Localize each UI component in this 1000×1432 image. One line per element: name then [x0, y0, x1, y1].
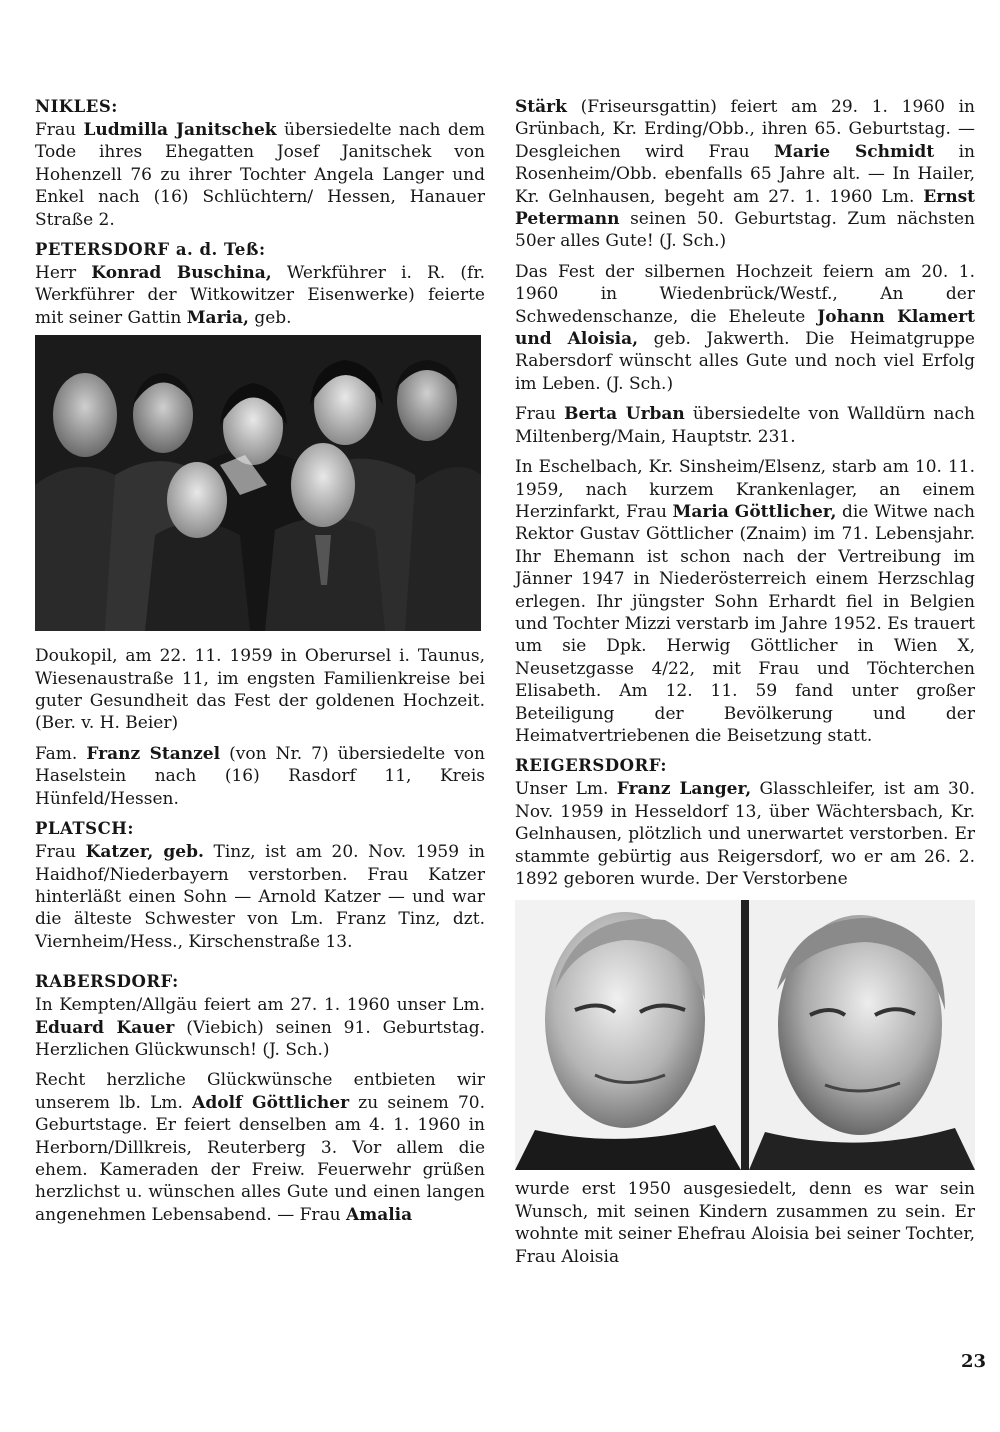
right-paragraph-3: Frau Berta Urban übersiedelte von Walldürn nach Miltenberg/Main, Hauptstr. 231.	[515, 404, 975, 447]
name-staerk: Stärk	[515, 97, 567, 117]
portrait-photos	[515, 900, 975, 1170]
name-franz-stanzel: Franz Stanzel	[86, 743, 221, 764]
page-number: 23	[960, 1351, 986, 1372]
reigersdorf-paragraph-1: Unser Lm. Franz Langer, Glasschleifer, ist am 30. Nov. 1959 in Hesseldorf 13, über Wächtersbach, Kr. Gelnhausen, plötzlich und unerwartet verstorben. Er stammte gebürtig aus Reigersdorf, wo er am 26. 2. 1892 geboren wurde. Der Verstorbene	[515, 779, 976, 889]
name-eduard-kauer: Eduard Kauer	[35, 1017, 175, 1038]
name-ernst-petermann: Ernst Petermann	[515, 186, 975, 230]
name-katzer: Katzer, geb.	[85, 842, 204, 863]
family-group-photo	[35, 335, 481, 631]
nikles-paragraph: Frau Ludmilla Janitschek übersiedelte nach dem Tode ihres Ehegatten Josef Janitschek von Hohenzell 76 zu ihrer Tochter Angela Langer und Enkel nach (16) Schlüchtern/ Hessen, Hanauer Straße 2.	[35, 120, 485, 230]
name-ludmilla-janitschek: Ludmilla Janitschek	[83, 120, 277, 140]
name-franz-langer: Franz Langer,	[616, 779, 752, 800]
right-paragraph-4: In Eschelbach, Kr. Sinsheim/Elsenz, starb am 10. 11. 1959, nach kurzem Krankenlager, an einem Herzinfarkt, Frau Maria Göttlicher, die Witwe nach Rektor Gustav Göttlicher (Znaim) im 71. Lebensjahr. Ihr Ehemann ist schon nach der Vertreibung im Jänner 1947 in Niederösterreich einem Herzschlag erlegen. Ihr jüngster Sohn Erhardt fiel in Belgien und Tochter Mizzi verstarb im Jahre 1952. Es trauert um sie Dpk. Herwig Göttlicher in Wien X, Neusetzgasse 4/22, mit Frau und Töchterchen Elisabeth. Am 12. 11. 59 fand unter großer Beteiligung der Bevölkerung und der Heimatvertriebenen die Beisetzung statt.	[515, 457, 976, 746]
left-column	[35, 96, 485, 1234]
heading-rabersdorf: RABERSDORF:	[35, 972, 179, 992]
rabersdorf-paragraph-1: In Kempten/Allgäu feiert am 27. 1. 1960 unser Lm. Eduard Kauer (Viebich) seinen 91. Geburtstag. Herzlichen Glückwunsch! (J. Sch.)	[35, 995, 485, 1060]
right-paragraph-1: Stärk (Friseursgattin) feiert am 29. 1. 1960 in Grünbach, Kr. Erding/Obb., ihren 65. Geburtstag. — Desgleichen wird Frau Marie Schmidt in Rosenheim/Obb. ebenfalls 65 Jahre alt. — In Hailer, Kr. Gelnhausen, begeht am 27. 1. 1960 Lm. Ernst Petermann seinen 50. Geburtstag. Zum nächsten 50er alles Gute! (J. Sch.)	[515, 97, 975, 252]
rabersdorf-paragraph-2: Recht herzliche Glückwünsche entbieten wir unserem lb. Lm. Adolf Göttlicher zu seinem 70. Geburtstage. Er feiert denselben am 4. 1. 1960 in Herborn/Dillkreis, Reuterberg 3. Vor allem die ehem. Kameraden der Freiw. Feuerwehr grüßen herzlichst u. wünschen alles Gute und einen langen angenehmen Lebensabend. — Frau Amalia	[35, 1070, 485, 1225]
name-adolf-goettlicher: Adolf Göttlicher	[192, 1092, 350, 1113]
heading-nikles: NIKLES:	[35, 97, 118, 116]
heading-reigersdorf: REIGERSDORF:	[515, 756, 667, 776]
heading-petersdorf: PETERSDORF a. d. Teß:	[35, 240, 266, 260]
petersdorf-paragraph-3: Fam. Franz Stanzel (von Nr. 7) übersiedelte von Haselstein nach (16) Rasdorf 11, Kreis Hünfeld/Hessen.	[35, 743, 485, 809]
name-marie-schmidt: Marie Schmidt	[774, 141, 935, 162]
petersdorf-paragraph-1: Herr Konrad Buschina, Werkführer i. R. (fr. Werkführer der Witkowitzer Eisenwerke) feierte mit seiner Gattin Maria, geb.	[35, 263, 486, 328]
right-column	[515, 96, 975, 1276]
right-paragraph-2: Das Fest der silbernen Hochzeit feiern am 20. 1. 1960 in Wiedenbrück/Westf., An der Schwedenschanze, die Eheleute Johann Klamert und Aloisia, geb. Jakwerth. Die Heimatgruppe Rabersdorf wünscht alles Gute und noch viel Erfolg im Leben. (J. Sch.)	[515, 261, 975, 394]
petersdorf-paragraph-2: Doukopil, am 22. 11. 1959 in Oberursel i. Taunus, Wiesenaustraße 11, im engsten Familienkreise bei guter Gesundheit das Fest der goldenen Hochzeit. (Ber. v. H. Beier)	[35, 646, 485, 734]
heading-platsch: PLATSCH:	[35, 819, 134, 839]
platsch-paragraph: Frau Katzer, geb. Tinz, ist am 20. Nov. 1959 in Haidhof/Niederbayern verstorben. Frau Katzer hinterläßt einen Sohn — Arnold Katzer — und war die älteste Schwester von Lm. Franz Tinz, dzt. Viernheim/Hess., Kirschenstraße 13.	[35, 842, 485, 952]
reigersdorf-paragraph-2: wurde erst 1950 ausgesiedelt, denn es war sein Wunsch, mit seinen Kindern zusammen zu sein. Er wohnte mit seiner Ehefrau Aloisia bei seiner Tochter, Frau Aloisia	[515, 1179, 975, 1267]
name-konrad-buschina: Konrad Buschina,	[91, 263, 272, 284]
name-johann-klamert: Johann Klamert und Aloisia,	[515, 306, 975, 350]
name-maria-goettlicher: Maria Göttlicher,	[672, 501, 837, 522]
name-berta-urban: Berta Urban	[564, 404, 685, 425]
name-maria: Maria,	[186, 307, 249, 328]
name-amalia: Amalia	[346, 1204, 413, 1225]
